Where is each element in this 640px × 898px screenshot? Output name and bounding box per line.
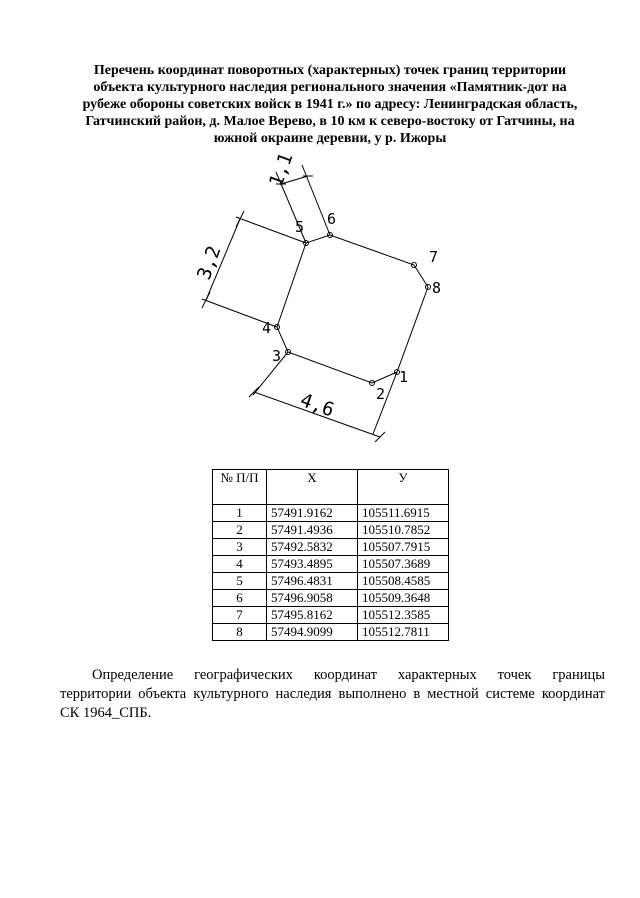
title-line-2: объекта культурного наследия регионального значения «Памятник-дот на [93,80,567,95]
cell-number: 3 [213,539,267,556]
cell-y: 105510.7852 [358,522,449,539]
cell-y: 105507.3689 [358,556,449,573]
cell-number: 1 [213,505,267,522]
table-row [213,505,449,522]
table-row [213,590,449,607]
note-line-1: Определение географических координат характерных точек границы [92,667,605,683]
cell-number: 7 [213,607,267,624]
cell-x: 57493.4895 [267,556,358,573]
cell-y: 105508.4585 [358,573,449,590]
title-line-4: Гатчинский район, д. Малое Верево, в 10 км к северо-востоку от Гатчины, на [85,114,575,129]
point-label-5: 5 [295,218,305,236]
cell-y: 105512.3585 [358,607,449,624]
cell-number: 6 [213,590,267,607]
header-number: № П/П [213,470,267,505]
cell-y: 105511.6915 [358,505,449,522]
cell-y: 105507.7915 [358,539,449,556]
point-label-2: 2 [376,385,386,403]
boundary-polygon [277,235,428,383]
table-row [213,607,449,624]
table-row [213,573,449,590]
dimension-label-3-2: 3,2 [193,242,226,283]
point-label-4: 4 [262,319,272,337]
title-line-3: рубеже обороны советских войск в 1941 г.» по адресу: Ленинградская область, [82,97,578,112]
point-label-3: 3 [272,347,282,365]
table-header-row [213,470,449,505]
cell-number: 2 [213,522,267,539]
title-line-5: южной окраине деревни, у р. Ижоры [213,131,447,146]
table-row [213,556,449,573]
cell-y: 105509.3648 [358,590,449,607]
title-line-1: Перечень координат поворотных (характерных) точек границ территории [93,63,567,78]
header-x: Х [267,470,358,505]
coordinates-table [212,469,449,641]
table-row [213,539,449,556]
cell-x: 57492.5832 [267,539,358,556]
cell-number: 8 [213,624,267,641]
table-row [213,522,449,539]
point-label-7: 7 [429,248,439,266]
vertex-markers [275,233,431,386]
cell-y: 105512.7811 [358,624,449,641]
cell-x: 57491.4936 [267,522,358,539]
note-line-3: СК 1964_СПБ. [60,705,152,721]
cell-x: 57495.8162 [267,607,358,624]
cell-x: 57496.9058 [267,590,358,607]
table-row [213,624,449,641]
header-y: У [358,470,449,505]
cell-x: 57494.9099 [267,624,358,641]
point-label-6: 6 [327,210,337,228]
cell-x: 57496.4831 [267,573,358,590]
cell-number: 4 [213,556,267,573]
point-labels [262,210,441,403]
coordinate-system-note [60,666,605,723]
point-label-1: 1 [399,368,409,386]
cell-x: 57491.9162 [267,505,358,522]
point-label-8: 8 [432,279,442,297]
cell-number: 5 [213,573,267,590]
dimension-label-4-6: 4,6 [297,389,338,422]
dimension-label-1-1: 1,1 [265,149,298,190]
note-line-2: территории объекта культурного наследия выполнено в местной системе координат [60,686,605,702]
